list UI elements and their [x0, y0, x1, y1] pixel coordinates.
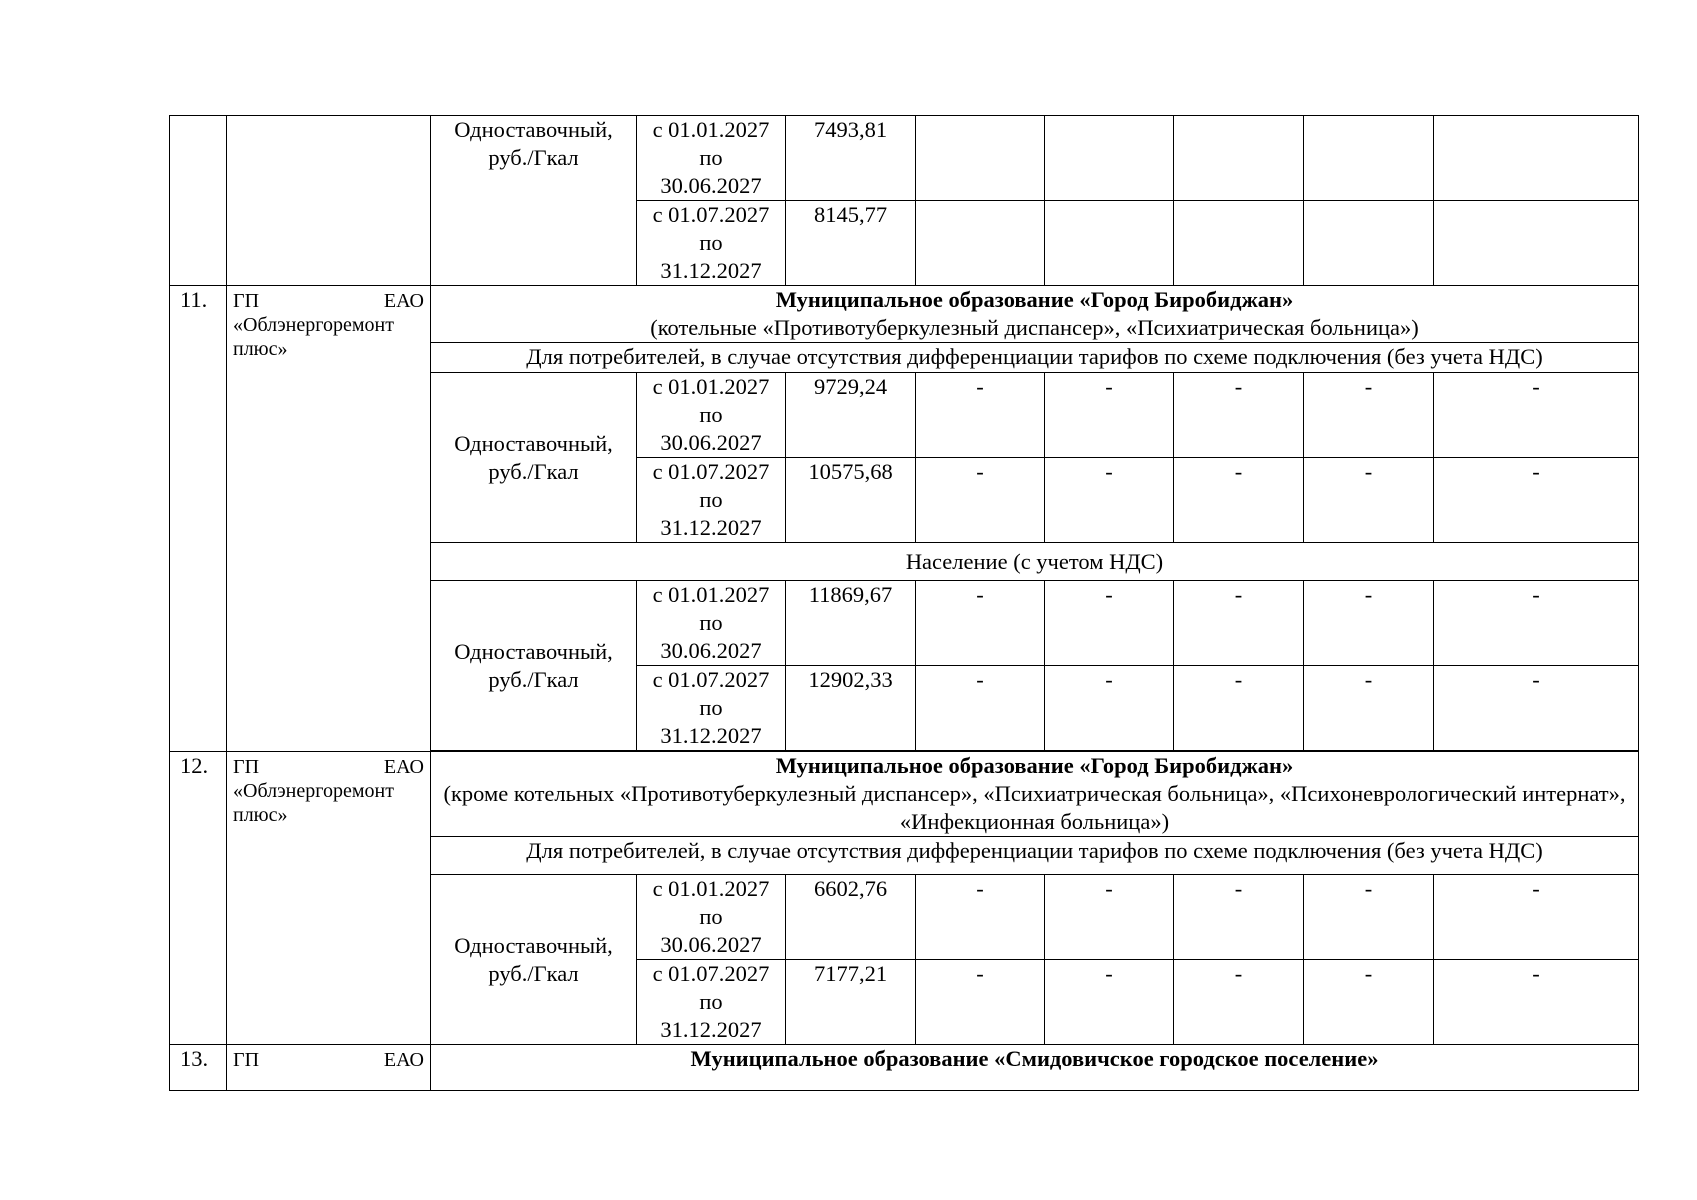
period-cell [637, 666, 786, 751]
tariff-value: 7493,81 [786, 116, 916, 201]
dash-cell: - [1045, 373, 1174, 458]
tariff-type: Одноставочный, [454, 932, 613, 958]
dash-cell: - [1174, 581, 1304, 666]
period-cell [637, 875, 786, 960]
period-cell [637, 201, 786, 286]
dash-cell: - [1304, 960, 1434, 1045]
period-cell [637, 373, 786, 458]
boiler-list: (кроме котельных «Противотуберкулезный диспансер», «Психиатрическая больница», «Психоневрологический интернат», «Инфекционная больница») [443, 781, 1626, 834]
dash-cell: - [916, 875, 1045, 960]
period-po: по [699, 230, 723, 255]
empty-cell [1045, 116, 1174, 201]
tariff-type: Одноставочный, [454, 638, 613, 664]
dash-cell: - [916, 581, 1045, 666]
period-to: 31.12.2027 [660, 723, 762, 748]
entry-number-cell [170, 116, 227, 286]
table-row [170, 116, 1639, 201]
tariff-value: 10575,68 [786, 458, 916, 543]
period-to: 31.12.2027 [660, 515, 762, 540]
period-to: 30.06.2027 [660, 932, 762, 957]
period-to: 31.12.2027 [660, 258, 762, 283]
org-name-line: ГП ЕАО [233, 756, 424, 778]
period-from: с 01.01.2027 [652, 374, 770, 399]
tariff-value: 7177,21 [786, 960, 916, 1045]
org-name-line: «Облэнергоремонт [233, 780, 394, 802]
org-name-line: ГП ЕАО [233, 290, 424, 312]
period-po: по [699, 989, 723, 1014]
period-po: по [699, 487, 723, 512]
period-from: с 01.07.2027 [652, 667, 770, 692]
dash-cell: - [1304, 581, 1434, 666]
municipality-title: Муниципальное образование «Город Биробиджан» [775, 287, 1294, 312]
period-from: с 01.07.2027 [652, 202, 770, 227]
dash-cell: - [1304, 875, 1434, 960]
dash-cell: - [1434, 875, 1639, 960]
dash-cell: - [1434, 666, 1639, 751]
entry-number: 11. [170, 286, 227, 752]
dash-cell: - [1045, 875, 1174, 960]
empty-cell [1434, 116, 1639, 201]
tariff-type: Одноставочный, [454, 117, 613, 142]
consumers-header: Для потребителей, в случае отсутствия дифференциации тарифов по схеме подключения (без учета НДС) [431, 837, 1639, 875]
period-to: 30.06.2027 [660, 173, 762, 198]
dash-cell: - [1434, 458, 1639, 543]
dash-cell: - [1304, 373, 1434, 458]
empty-cell [916, 116, 1045, 201]
org-cell [227, 116, 431, 286]
dash-cell: - [916, 373, 1045, 458]
org-name-cell [227, 752, 431, 1045]
org-name-line: плюс» [233, 804, 288, 826]
period-cell [637, 116, 786, 201]
empty-cell [1174, 116, 1304, 201]
period-from: с 01.01.2027 [652, 876, 770, 901]
boiler-list: (котельные «Противотуберкулезный диспансер», «Психиатрическая больница») [650, 315, 1419, 340]
municipality-title: Муниципальное образование «Город Биробиджан» [775, 753, 1294, 778]
period-po: по [699, 610, 723, 635]
tariff-type-cell [431, 116, 637, 286]
empty-cell [1304, 116, 1434, 201]
org-name-line: «Облэнергоремонт [233, 314, 394, 336]
dash-cell: - [1174, 875, 1304, 960]
tariff-value: 11869,67 [786, 581, 916, 666]
tariff-unit: руб./Гкал [488, 458, 579, 484]
period-po: по [699, 402, 723, 427]
entry-number: 13. [170, 1045, 227, 1091]
dash-cell: - [916, 666, 1045, 751]
tariff-type-cell [431, 581, 637, 751]
period-cell [637, 581, 786, 666]
period-cell [637, 960, 786, 1045]
dash-cell: - [1434, 373, 1639, 458]
consumers-header: Для потребителей, в случае отсутствия дифференциации тарифов по схеме подключения (без учета НДС) [431, 343, 1639, 373]
dash-cell: - [1045, 666, 1174, 751]
period-po: по [699, 695, 723, 720]
entry-number: 12. [170, 752, 227, 1045]
org-name-cell [227, 1045, 431, 1091]
org-name-line: ГП ЕАО [233, 1049, 424, 1071]
tariff-value: 12902,33 [786, 666, 916, 751]
empty-cell [1304, 201, 1434, 286]
table-row [170, 286, 1639, 343]
period-cell [637, 458, 786, 543]
municipality-cell [431, 752, 1639, 837]
dash-cell: - [1304, 458, 1434, 543]
municipality-cell [431, 286, 1639, 343]
dash-cell: - [1045, 458, 1174, 543]
empty-cell [1434, 201, 1639, 286]
empty-cell [916, 201, 1045, 286]
dash-cell: - [1045, 581, 1174, 666]
org-name-cell [227, 286, 431, 752]
period-from: с 01.01.2027 [652, 117, 770, 142]
dash-cell: - [1174, 373, 1304, 458]
tariff-type: Одноставочный, [454, 430, 613, 456]
period-from: с 01.07.2027 [652, 459, 770, 484]
tariff-value: 6602,76 [786, 875, 916, 960]
dash-cell: - [1304, 666, 1434, 751]
dash-cell: - [916, 960, 1045, 1045]
tariff-unit: руб./Гкал [488, 960, 579, 986]
empty-cell [1045, 201, 1174, 286]
dash-cell: - [916, 458, 1045, 543]
empty-cell [1174, 201, 1304, 286]
tariff-type-cell [431, 875, 637, 1045]
tariff-value: 9729,24 [786, 373, 916, 458]
period-to: 30.06.2027 [660, 430, 762, 455]
tariff-type-cell [431, 373, 637, 543]
dash-cell: - [1174, 960, 1304, 1045]
period-po: по [699, 904, 723, 929]
dash-cell: - [1434, 960, 1639, 1045]
table-row [170, 752, 1639, 837]
period-to: 31.12.2027 [660, 1017, 762, 1042]
municipality-title: Муниципальное образование «Смидовичское городское поселение» [431, 1045, 1639, 1091]
population-header: Население (с учетом НДС) [431, 543, 1639, 581]
period-from: с 01.01.2027 [652, 582, 770, 607]
dash-cell: - [1434, 581, 1639, 666]
period-po: по [699, 145, 723, 170]
tariff-value: 8145,77 [786, 201, 916, 286]
dash-cell: - [1174, 666, 1304, 751]
tariff-unit: руб./Гкал [488, 666, 579, 692]
period-to: 30.06.2027 [660, 638, 762, 663]
dash-cell: - [1174, 458, 1304, 543]
org-name-line: плюс» [233, 338, 288, 360]
period-from: с 01.07.2027 [652, 961, 770, 986]
tariff-unit: руб./Гкал [488, 145, 579, 170]
table-row [170, 1045, 1639, 1091]
tariff-table [169, 115, 1639, 1091]
dash-cell: - [1045, 960, 1174, 1045]
